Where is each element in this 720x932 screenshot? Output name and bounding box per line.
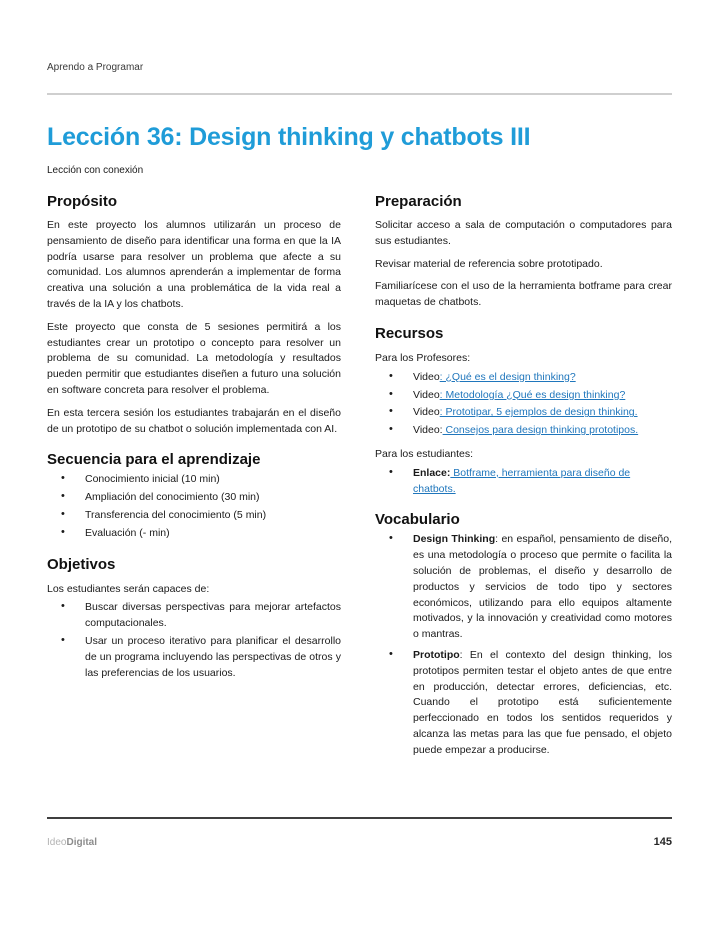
proposito-paragraph: Este proyecto que consta de 5 sesiones permitirá a los estudiantes crear un prototipo o concepto para resolver un problema de su comunidad. La metodología y resultados pueden permitir que estudiantes diseñen a futuro una solución en software concreta para resolver el problema. — [47, 320, 341, 396]
page-title: Lección 36: Design thinking y chatbots III — [47, 123, 531, 151]
objetivos-intro: Los estudiantes serán capaces de: — [47, 582, 210, 595]
section-heading-proposito: Propósito — [47, 193, 117, 210]
footer-divider — [47, 817, 672, 819]
student-links-list — [375, 466, 672, 498]
list-item: • Conocimiento inicial (10 min) — [47, 472, 341, 488]
section-heading-recursos: Recursos — [375, 324, 444, 342]
header-divider — [47, 93, 672, 95]
vocab-item — [375, 648, 672, 759]
list-item: • Transferencia del conocimiento (5 min) — [47, 508, 341, 524]
recursos-students-label: Para los estudiantes: — [375, 447, 474, 460]
vocab-definition: : en español, pensamiento de diseño, es una metodología o proceso que permite o facilita la solución de problemas, el diseño y desarrollo de productos y servicios de todo tipo y sectores económicos, utilizando para ello equipos altamente motivados, y la innovación y creatividad como motores o mantras. — [413, 533, 673, 641]
objetivos-list — [47, 600, 341, 681]
link-prefix: Video — [413, 370, 440, 383]
vocabulario-list — [375, 532, 672, 758]
vocab-term: Design Thinking — [413, 533, 496, 546]
list-item — [375, 388, 672, 404]
footer-brand-bold: Digital — [66, 837, 98, 848]
secuencia-list — [47, 472, 341, 541]
two-column-layout — [47, 184, 672, 765]
list-item: • Usar un proceso iterativo para planificar el desarrollo de un programa incluyendo las perspectivas de otros y las preferencias de los usuarios. — [47, 634, 341, 681]
preparacion-paragraph: Solicitar acceso a sala de computación o computadores para sus estudiantes. — [375, 219, 672, 247]
section-heading-vocabulario: Vocabulario — [375, 511, 460, 529]
list-item: • Evaluación (- min) — [47, 526, 341, 542]
vocab-item — [375, 532, 672, 643]
botframe-link[interactable]: Botframe, herramienta para diseño de chatbots. — [413, 466, 631, 495]
section-heading-secuencia: Secuencia para el aprendizaje — [47, 451, 261, 469]
video-link-prototipar[interactable]: : Prototipar, 5 ejemplos de design thinking. — [439, 406, 638, 419]
video-link-consejos[interactable]: Consejos para design thinking prototipos. — [442, 424, 639, 437]
vocab-definition: : En el contexto del design thinking, los prototipos permiten testar el objeto antes de que entre en producción, detectar errores, deficiencias, etc. Cuando el prototipo está suficientemente perfeccionado en todos los sentidos requeridos y alcanza las metas para las que fue pensado, el objeto puede empezar a producirse. — [413, 648, 672, 756]
list-item — [375, 423, 672, 439]
section-heading-preparacion: Preparación — [375, 193, 462, 210]
video-link-que-es-design-thinking[interactable]: : ¿Qué es el design thinking? — [439, 370, 576, 383]
vocab-term: Prototipo — [413, 648, 460, 661]
preparacion-paragraph: Revisar material de referencia sobre prototipado. — [375, 257, 603, 270]
list-item — [375, 405, 672, 421]
page-number: 145 — [653, 836, 672, 848]
link-prefix: Enlace: — [413, 466, 451, 479]
teacher-links-list — [375, 370, 672, 439]
footer-brand-light: Ideo — [47, 837, 67, 848]
preparacion-paragraph: Familiarícese con el uso de la herramienta botframe para crear maquetas de chatbots. — [375, 280, 672, 309]
link-prefix: Video: — [413, 424, 443, 437]
header-brand: Aprendo a Programar — [47, 62, 144, 73]
link-prefix: Video — [413, 406, 440, 419]
video-link-metodologia[interactable]: : Metodología ¿Qué es design thinking? — [439, 388, 626, 401]
page-subtitle: Lección con conexión — [47, 165, 144, 176]
proposito-paragraph: En este proyecto los alumnos utilizarán un proceso de pensamiento de diseño para identificar una forma en que la IA podría usarse para resolver un problema que afecte a su comunidad. Los alumnos aprenderán a implementar de forma creativa una solución a una problemática de la vida real a través de la IA y los chatbots. — [47, 219, 341, 310]
list-item: • Ampliación del conocimiento (30 min) — [47, 490, 341, 506]
list-item — [375, 466, 672, 498]
list-item: • Buscar diversas perspectivas para mejorar artefactos computacionales. — [47, 600, 341, 632]
recursos-teachers-label: Para los Profesores: — [375, 351, 471, 364]
proposito-paragraph: En esta tercera sesión los estudiantes trabajarán en el diseño de un prototipo de su chatbot o solución implementada con AI. — [47, 406, 341, 435]
page-footer — [47, 817, 672, 850]
right-column — [375, 184, 672, 765]
left-column — [47, 184, 341, 765]
footer-brand — [47, 832, 97, 850]
section-heading-objetivos: Objetivos — [47, 555, 116, 573]
link-prefix: Video — [413, 388, 440, 401]
list-item — [375, 370, 672, 386]
